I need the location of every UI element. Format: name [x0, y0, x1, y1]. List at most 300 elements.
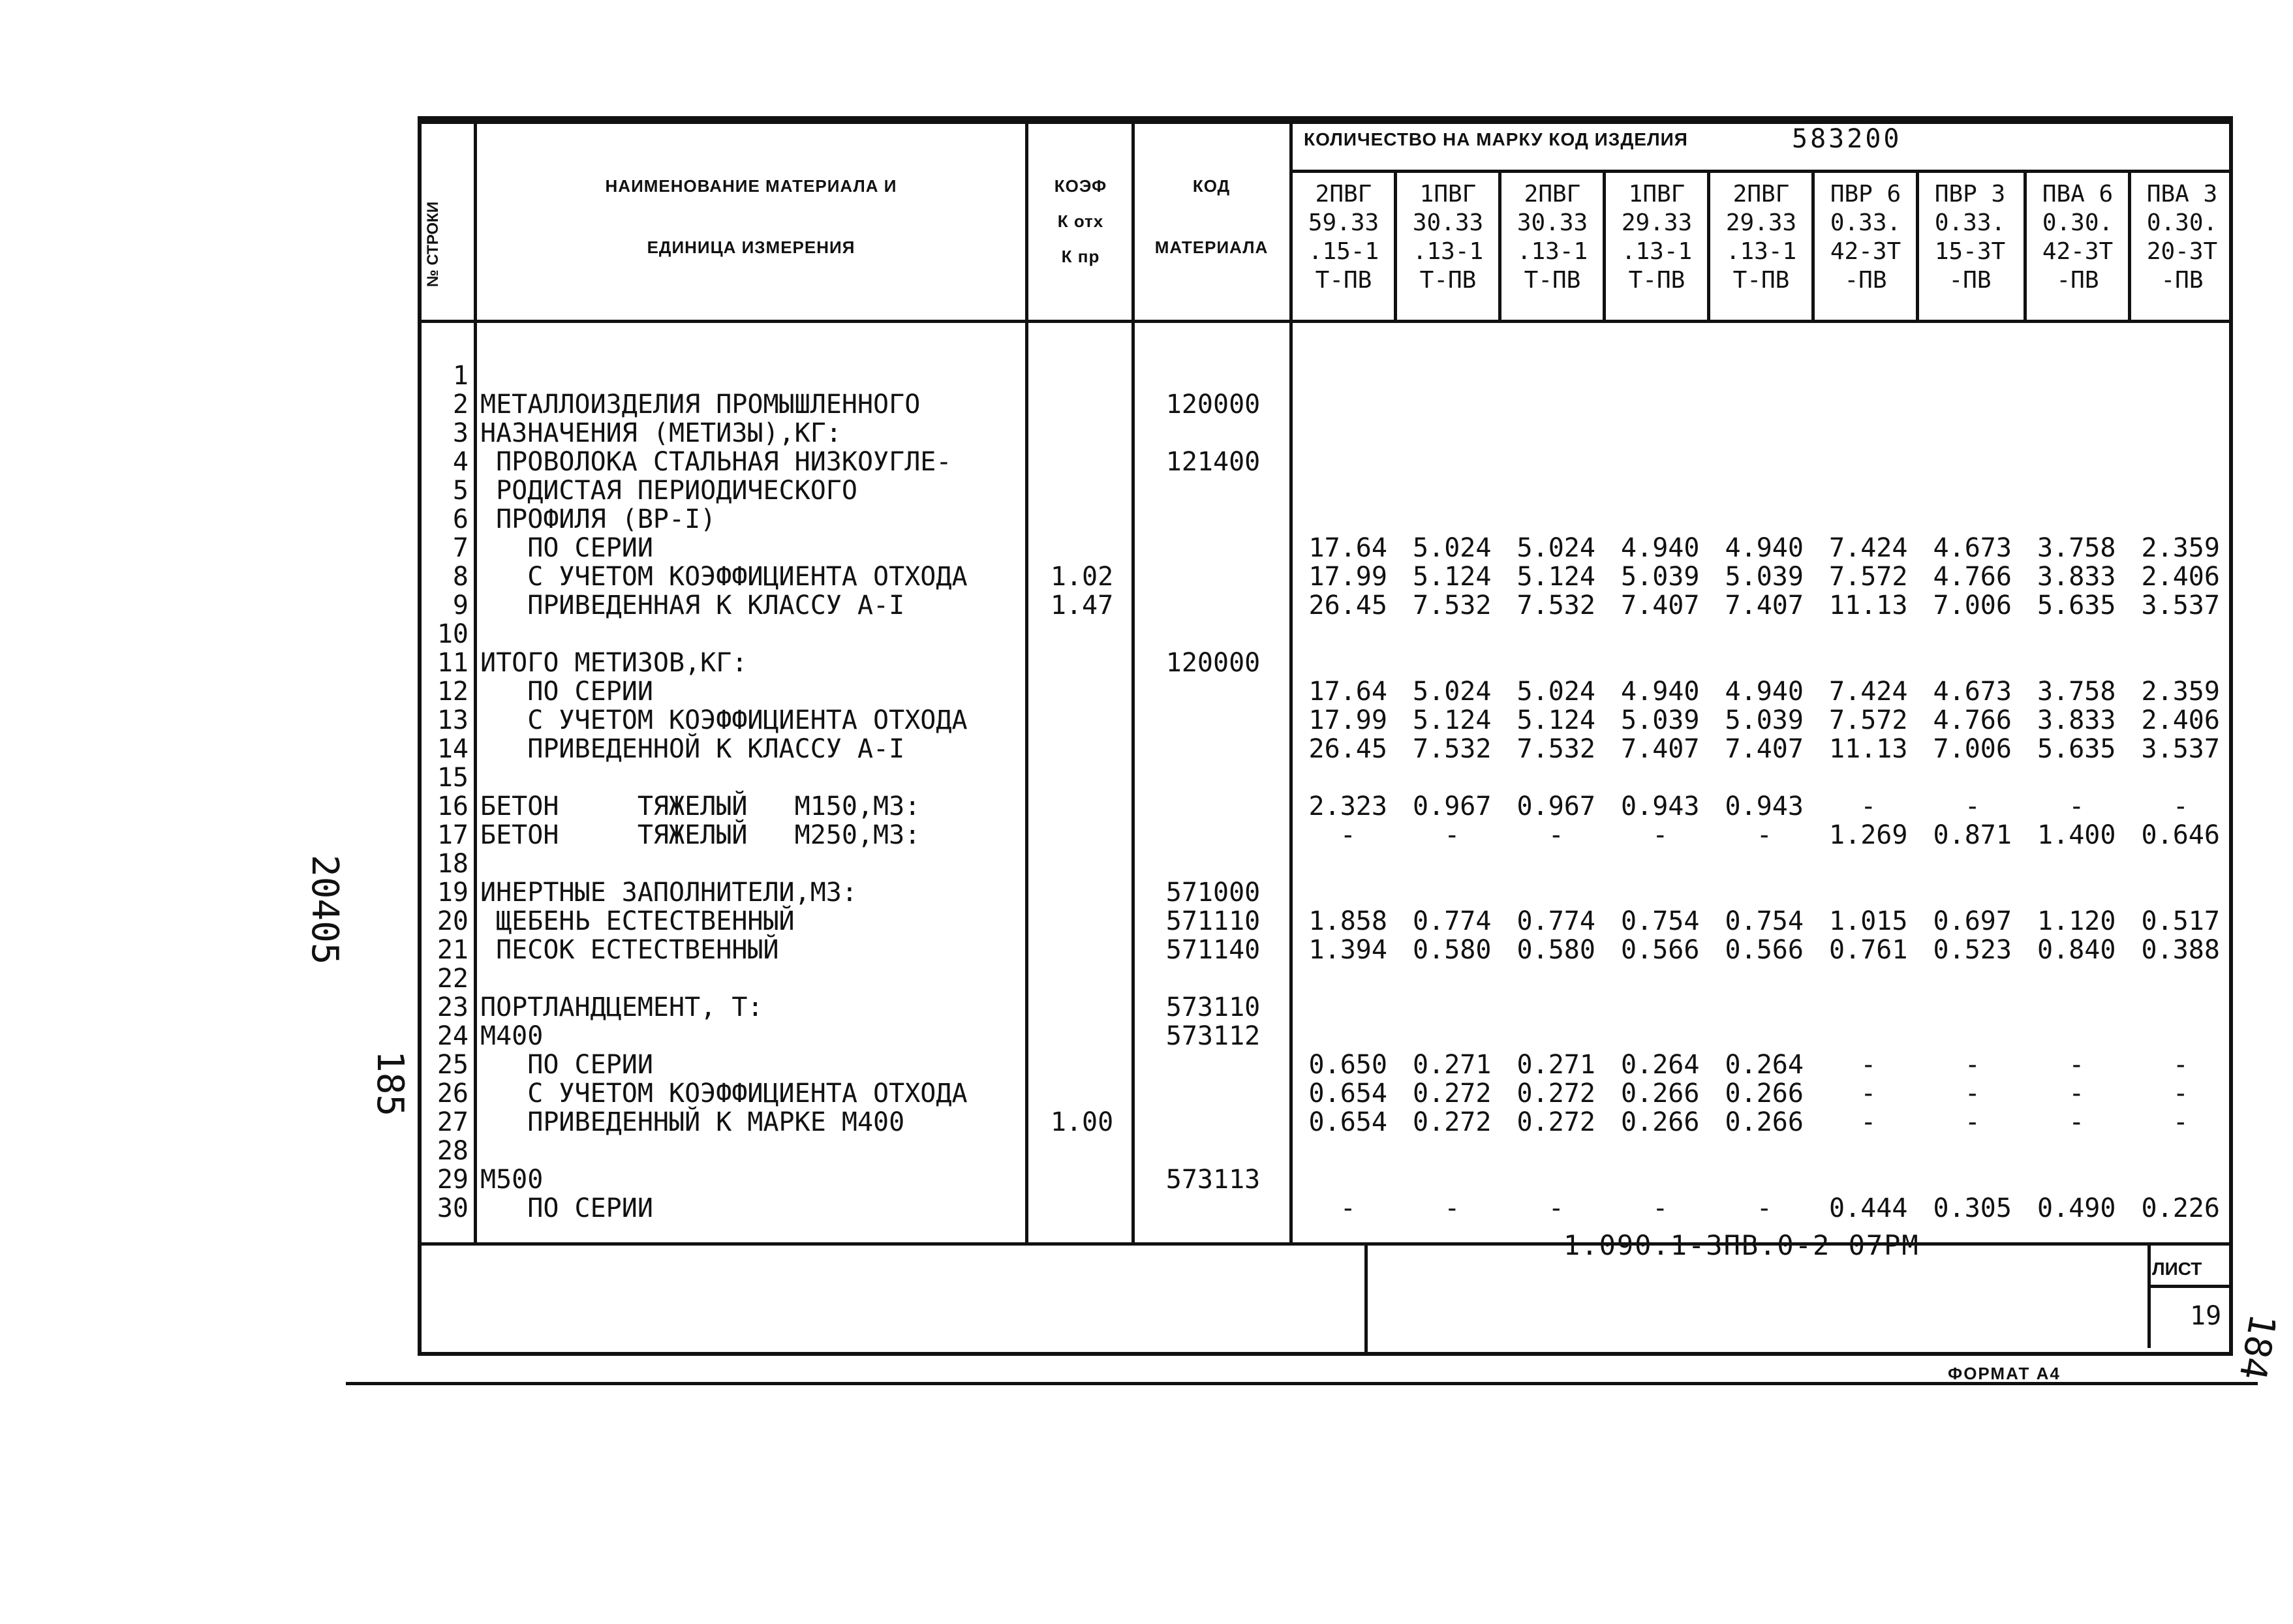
- coefficient: [1030, 735, 1134, 763]
- material-code: [1135, 1108, 1291, 1137]
- material-code: [1135, 476, 1291, 505]
- column-header: 2ПВГ 30.33 .13-1 Т-ПВ: [1516, 181, 1588, 294]
- material-code: 573113: [1165, 1165, 1261, 1195]
- material-name: МЕТАЛЛОИЗДЕЛИЯ ПРОМЫШЛЕННОГО: [480, 390, 921, 420]
- column-header: 2ПВГ 29.33 .13-1 Т-ПВ: [1725, 181, 1797, 294]
- quantity-cell: 0.566: [1621, 935, 1700, 965]
- quantity-cell: 5.635: [2037, 590, 2116, 620]
- material-name: ПОРТЛАНДЦЕМЕНТ, Т:: [480, 992, 763, 1022]
- quantity-cell: 0.654: [1308, 1079, 1387, 1109]
- quantity-cell: 1.394: [1308, 935, 1387, 965]
- footer-divider: [2147, 1244, 2151, 1348]
- material-name: ПО СЕРИИ: [480, 533, 653, 563]
- row-number: 18: [437, 849, 469, 879]
- quantity-cell: 7.407: [1621, 590, 1700, 620]
- quantity-cell: 26.45: [1308, 590, 1387, 620]
- quantity-cell: 7.006: [1933, 734, 2012, 764]
- coef-header-2: К отх: [1057, 211, 1104, 231]
- table-row: [1296, 1165, 2233, 1194]
- table-row: [1296, 419, 2233, 448]
- row-number: 7: [452, 533, 469, 563]
- coefficient: [1030, 1165, 1134, 1194]
- material-code: 121400: [1165, 447, 1261, 477]
- material-code: [1135, 677, 1291, 706]
- table-row: [1296, 735, 2233, 763]
- table-row: [1296, 763, 2233, 792]
- quantity-cell: 7.006: [1933, 590, 2012, 620]
- coefficient: [1030, 649, 1134, 677]
- quantity-cell: 7.407: [1725, 734, 1804, 764]
- quantity-cell: 2.406: [2141, 705, 2220, 735]
- coefficient: [1030, 677, 1134, 706]
- row-number: 21: [437, 935, 469, 965]
- coefficient: 1.02: [1050, 562, 1114, 592]
- quantity-cell: 0.272: [1413, 1079, 1492, 1109]
- quantity-cell: -: [2069, 791, 2085, 821]
- quantity-cell: 0.388: [2141, 935, 2220, 965]
- row-number: 30: [437, 1193, 469, 1223]
- quantity-cell: 0.444: [1829, 1193, 1908, 1223]
- quantity-cell: 5.039: [1725, 705, 1804, 735]
- quantity-cell: -: [1444, 1193, 1460, 1223]
- coefficient: [1030, 964, 1134, 993]
- spec-table: [418, 116, 2233, 1356]
- quantity-cell: 17.99: [1308, 705, 1387, 735]
- material-name: ПО СЕРИИ: [480, 677, 653, 707]
- material-name: [480, 964, 1028, 993]
- quantity-cell: 0.517: [2141, 906, 2220, 936]
- sheet-number: 19: [2190, 1301, 2222, 1331]
- table-row: [1296, 591, 2233, 620]
- quantity-cell: -: [1652, 820, 1669, 850]
- material-name-column: [480, 361, 1028, 1223]
- row-number: 2: [452, 390, 469, 420]
- quantity-cell: 3.833: [2037, 705, 2116, 735]
- coefficient: [1030, 1194, 1134, 1223]
- material-name: [480, 850, 1028, 878]
- table-row: [1296, 505, 2233, 534]
- column-header: 1ПВГ 29.33 .13-1 Т-ПВ: [1621, 181, 1693, 294]
- quantity-cell: 7.572: [1829, 705, 1908, 735]
- quantity-cell: 5.024: [1413, 533, 1492, 563]
- quantity-cell: 4.766: [1933, 562, 2012, 592]
- material-name: С УЧЕТОМ КОЭФФИЦИЕНТА ОТХОДА: [480, 562, 968, 592]
- quantity-cell: 5.635: [2037, 734, 2116, 764]
- bottom-rule: [346, 1382, 2258, 1385]
- material-name: [480, 361, 1028, 390]
- material-code: [1135, 505, 1291, 534]
- row-number: 22: [437, 964, 469, 994]
- column-header: 1ПВГ 30.33 .13-1 Т-ПВ: [1412, 181, 1484, 294]
- quantity-cell: 0.523: [1933, 935, 2012, 965]
- row-number: 14: [437, 734, 469, 764]
- footer-rule: [2147, 1285, 2233, 1288]
- material-name: [480, 1137, 1028, 1165]
- material-code: 571140: [1165, 935, 1261, 965]
- quantity-cell: 2.359: [2141, 533, 2220, 563]
- quantity-cell: 3.758: [2037, 677, 2116, 707]
- quantity-cell: 1.858: [1308, 906, 1387, 936]
- coefficient: [1030, 792, 1134, 821]
- table-row: [1296, 562, 2233, 591]
- row-number: 15: [437, 763, 469, 793]
- material-code: [1135, 361, 1291, 390]
- quantity-cell: -: [1964, 1050, 1980, 1080]
- coefficient: [1030, 1079, 1134, 1108]
- row-number: 23: [437, 992, 469, 1022]
- row-number: 27: [437, 1107, 469, 1137]
- material-code-column: [1135, 361, 1291, 1223]
- document-code: 1.090.1-3ПВ.0-2 07РМ: [1563, 1229, 1920, 1261]
- quantity-cell: 7.424: [1829, 533, 1908, 563]
- quantity-cell: 5.124: [1413, 705, 1492, 735]
- row-number: 24: [437, 1021, 469, 1051]
- quantity-cell: -: [1860, 1050, 1877, 1080]
- table-row: [1296, 964, 2233, 993]
- material-name: [480, 620, 1028, 649]
- quantity-cell: 7.532: [1413, 590, 1492, 620]
- header-rule: [422, 320, 2233, 323]
- quantity-cell: 5.039: [1725, 562, 1804, 592]
- table-row: [1296, 706, 2233, 735]
- quantity-cell: 11.13: [1829, 734, 1908, 764]
- table-row: [1296, 878, 2233, 907]
- material-name: БЕТОН ТЯЖЕЛЫЙ М250,М3:: [480, 820, 921, 850]
- coefficient: [1030, 821, 1134, 850]
- quantity-cell: 0.272: [1413, 1107, 1492, 1137]
- material-name: С УЧЕТОМ КОЭФФИЦИЕНТА ОТХОДА: [480, 705, 968, 735]
- row-number: 4: [452, 447, 469, 477]
- coefficient: [1030, 448, 1134, 476]
- table-row: [1296, 1108, 2233, 1137]
- quantity-cell: 17.64: [1308, 677, 1387, 707]
- column-header: ПВА 6 0.30. 42-3Т -ПВ: [2042, 181, 2114, 294]
- quantity-cell: -: [1964, 1079, 1980, 1109]
- quantity-cell: 7.532: [1413, 734, 1492, 764]
- column-header: ПВР 6 0.33. 42-3Т -ПВ: [1830, 181, 1901, 294]
- material-name: БЕТОН ТЯЖЕЛЫЙ М150,М3:: [480, 791, 921, 821]
- material-name: ПО СЕРИИ: [480, 1193, 653, 1223]
- row-number: 25: [437, 1050, 469, 1080]
- code-header-1: КОД: [1192, 176, 1231, 196]
- quantity-cell: 0.226: [2141, 1193, 2220, 1223]
- quantity-cell: 1.120: [2037, 906, 2116, 936]
- quantity-cell: 26.45: [1308, 734, 1387, 764]
- quantity-cell: -: [2069, 1050, 2085, 1080]
- coefficient: [1030, 850, 1134, 878]
- quantity-cell: 3.537: [2141, 590, 2220, 620]
- footer-rule: [422, 1242, 2233, 1246]
- table-row: [1296, 1022, 2233, 1050]
- coef-header-1: КОЭФ: [1054, 176, 1107, 196]
- coefficient: [1030, 1022, 1134, 1050]
- quantity-cell: 0.272: [1516, 1107, 1595, 1137]
- material-code: 573112: [1165, 1021, 1261, 1051]
- table-row: [1296, 534, 2233, 562]
- quantity-cell: -: [2172, 791, 2189, 821]
- quantity-cell: -: [1548, 820, 1564, 850]
- quantity-cell: 5.024: [1516, 677, 1595, 707]
- quantity-cell: 7.572: [1829, 562, 1908, 592]
- quantity-cell: 0.580: [1516, 935, 1595, 965]
- table-row: [1296, 361, 2233, 390]
- row-number: 29: [437, 1165, 469, 1195]
- coefficient: [1030, 763, 1134, 792]
- material-code: [1135, 763, 1291, 792]
- quantity-values: [1296, 361, 2233, 1223]
- quantity-cell: 0.943: [1725, 791, 1804, 821]
- quantity-cell: -: [1652, 1193, 1669, 1223]
- quantity-cell: 0.305: [1933, 1193, 2012, 1223]
- quantity-cell: 0.264: [1725, 1050, 1804, 1080]
- quantity-cell: -: [2069, 1079, 2085, 1109]
- quantity-cell: 1.015: [1829, 906, 1908, 936]
- table-row: [1296, 850, 2233, 878]
- quantity-cell: 0.272: [1516, 1079, 1595, 1109]
- coef-header-3: К пр: [1061, 247, 1100, 266]
- coefficient: [1030, 419, 1134, 448]
- row-number: 10: [437, 619, 469, 649]
- material-code: 573110: [1165, 992, 1261, 1022]
- quantity-cell: -: [1756, 1193, 1772, 1223]
- row-number: 17: [437, 820, 469, 850]
- quantity-cell: 0.754: [1725, 906, 1804, 936]
- coefficient: [1030, 993, 1134, 1022]
- quantity-cell: 3.758: [2037, 533, 2116, 563]
- column-header: ПВР 3 0.33. 15-3Т -ПВ: [1934, 181, 2006, 294]
- table-row: [1296, 476, 2233, 505]
- quantity-cell: 0.761: [1829, 935, 1908, 965]
- quantity-cell: 4.673: [1933, 533, 2012, 563]
- row-number: 3: [452, 418, 469, 448]
- coefficient: [1030, 505, 1134, 534]
- quantity-cell: -: [1756, 820, 1772, 850]
- quantity-cell: 0.271: [1516, 1050, 1595, 1080]
- coefficient: 1.00: [1050, 1107, 1114, 1137]
- quantity-cell: 7.532: [1516, 734, 1595, 764]
- material-code: [1135, 1079, 1291, 1108]
- table-row: [1296, 1137, 2233, 1165]
- material-name: ИТОГО МЕТИЗОВ,КГ:: [480, 648, 748, 678]
- material-name: ПРИВЕДЕННАЯ К КЛАССУ А-I: [480, 590, 905, 620]
- quantity-cell: 5.039: [1621, 705, 1700, 735]
- material-name: [480, 763, 1028, 792]
- coefficient: 1.47: [1050, 590, 1114, 620]
- quantity-cell: 17.64: [1308, 533, 1387, 563]
- column-header: 2ПВГ 59.33 .15-1 Т-ПВ: [1308, 181, 1379, 294]
- quantity-cell: 2.323: [1308, 791, 1387, 821]
- coefficient-column: [1030, 361, 1134, 1223]
- quantity-cell: 5.124: [1516, 562, 1595, 592]
- quantity-cell: -: [1340, 820, 1356, 850]
- format-label: ФОРМАТ А4: [1948, 1364, 2061, 1383]
- quantity-cell: -: [1548, 1193, 1564, 1223]
- material-name: ЩЕБЕНЬ ЕСТЕСТВЕННЫЙ: [480, 906, 795, 936]
- quantity-cell: 0.967: [1413, 791, 1492, 821]
- quantity-cell: 0.871: [1933, 820, 2012, 850]
- coefficient: [1030, 706, 1134, 735]
- row-number: 1: [452, 361, 469, 391]
- material-name: ПЕСОК ЕСТЕСТВЕННЫЙ: [480, 935, 779, 965]
- material-code: [1135, 1137, 1291, 1165]
- material-code: [1135, 1194, 1291, 1223]
- table-row: [1296, 1050, 2233, 1079]
- quantity-cell: 0.271: [1413, 1050, 1492, 1080]
- row-number-header: № СТРОКИ: [424, 201, 442, 287]
- table-row: [1296, 1079, 2233, 1108]
- quantity-cell: -: [1860, 791, 1877, 821]
- quantity-cell: 5.024: [1413, 677, 1492, 707]
- quantity-cell: 5.024: [1516, 533, 1595, 563]
- quantity-cell: 1.400: [2037, 820, 2116, 850]
- material-name: ПРОВОЛОКА СТАЛЬНАЯ НИЗКОУГЛЕ-: [480, 447, 952, 477]
- coefficient: [1030, 361, 1134, 390]
- quantity-cell: -: [1964, 791, 1980, 821]
- material-code: [1135, 534, 1291, 562]
- material-code: 120000: [1165, 648, 1261, 678]
- quantity-cell: 0.943: [1621, 791, 1700, 821]
- margin-stamp: 185: [369, 1050, 411, 1117]
- coefficient: [1030, 390, 1134, 419]
- quantity-cell: 4.766: [1933, 705, 2012, 735]
- material-name: С УЧЕТОМ КОЭФФИЦИЕНТА ОТХОДА: [480, 1079, 968, 1109]
- quantity-cell: -: [1340, 1193, 1356, 1223]
- name-header-2: ЕДИНИЦА ИЗМЕРЕНИЯ: [647, 237, 855, 257]
- material-name: ПРИВЕДЕННОЙ К КЛАССУ А-I: [480, 734, 905, 764]
- name-header-1: НАИМЕНОВАНИЕ МАТЕРИАЛА И: [605, 176, 897, 196]
- material-code: [1135, 850, 1291, 878]
- quantity-cell: 0.266: [1725, 1107, 1804, 1137]
- material-code: [1135, 964, 1291, 993]
- table-row: [1296, 677, 2233, 706]
- material-name: ПРИВЕДЕННЫЙ К МАРКЕ М400: [480, 1107, 905, 1137]
- quantity-cell: -: [2172, 1050, 2189, 1080]
- coefficient: [1030, 936, 1134, 964]
- quantity-cell: 1.269: [1829, 820, 1908, 850]
- quantity-header: КОЛИЧЕСТВО НА МАРКУ КОД ИЗДЕЛИЯ: [1304, 129, 1688, 149]
- material-name: ПО СЕРИИ: [480, 1050, 653, 1080]
- quantity-cell: 4.940: [1725, 677, 1804, 707]
- quantity-cell: 0.754: [1621, 906, 1700, 936]
- quantity-cell: 3.833: [2037, 562, 2116, 592]
- quantity-cell: 17.99: [1308, 562, 1387, 592]
- table-row: [1296, 649, 2233, 677]
- product-code: 583200: [1792, 124, 1902, 154]
- quantity-cell: 7.532: [1516, 590, 1595, 620]
- row-number: 11: [437, 648, 469, 678]
- header-rule: [1289, 170, 2233, 173]
- table-row: [1296, 993, 2233, 1022]
- table-row: [1296, 907, 2233, 936]
- coefficient: [1030, 878, 1134, 907]
- table-row: [1296, 390, 2233, 419]
- material-code: [1135, 562, 1291, 591]
- quantity-cell: 0.840: [2037, 935, 2116, 965]
- row-number: 26: [437, 1079, 469, 1109]
- material-code: [1135, 591, 1291, 620]
- quantity-cell: 0.490: [2037, 1193, 2116, 1223]
- material-name: М500: [480, 1165, 544, 1195]
- quantity-cell: 7.424: [1829, 677, 1908, 707]
- quantity-cell: 0.697: [1933, 906, 2012, 936]
- quantity-cell: 0.774: [1413, 906, 1492, 936]
- quantity-cell: 0.264: [1621, 1050, 1700, 1080]
- material-code: 571000: [1165, 878, 1261, 908]
- material-code: [1135, 1050, 1291, 1079]
- quantity-cell: 5.124: [1516, 705, 1595, 735]
- quantity-cell: 7.407: [1621, 734, 1700, 764]
- quantity-cell: 4.940: [1725, 533, 1804, 563]
- material-code: 571110: [1165, 906, 1261, 936]
- material-code: [1135, 419, 1291, 448]
- quantity-cell: 11.13: [1829, 590, 1908, 620]
- row-number: 8: [452, 562, 469, 592]
- coefficient: [1030, 907, 1134, 936]
- quantity-cell: 0.580: [1413, 935, 1492, 965]
- col-divider: [474, 120, 477, 1242]
- margin-stamp: 184: [2230, 1310, 2284, 1383]
- quantity-cell: 0.266: [1725, 1079, 1804, 1109]
- coefficient: [1030, 620, 1134, 649]
- table-row: [1296, 448, 2233, 476]
- row-number: 9: [452, 590, 469, 620]
- material-code: [1135, 620, 1291, 649]
- quantity-cell: 0.774: [1516, 906, 1595, 936]
- top-rule: [422, 117, 2229, 124]
- material-name: РОДИСТАЯ ПЕРИОДИЧЕСКОГО: [480, 476, 857, 506]
- coefficient: [1030, 534, 1134, 562]
- quantity-cell: 5.124: [1413, 562, 1492, 592]
- quantity-cell: 0.654: [1308, 1107, 1387, 1137]
- quantity-cell: -: [2069, 1107, 2085, 1137]
- quantity-cell: 4.940: [1621, 533, 1700, 563]
- quantity-cell: 7.407: [1725, 590, 1804, 620]
- quantity-cell: 0.566: [1725, 935, 1804, 965]
- material-name: НАЗНАЧЕНИЯ (МЕТИЗЫ),КГ:: [480, 418, 842, 448]
- table-row: [1296, 936, 2233, 964]
- row-number-column: [422, 361, 474, 1223]
- coefficient: [1030, 1137, 1134, 1165]
- table-row: [1296, 1194, 2233, 1223]
- quantity-cell: 0.650: [1308, 1050, 1387, 1080]
- quantity-cell: 5.039: [1621, 562, 1700, 592]
- quantity-cell: 4.673: [1933, 677, 2012, 707]
- row-number: 13: [437, 705, 469, 735]
- margin-stamp: 20405: [303, 855, 346, 965]
- column-header: ПВА 3 0.30. 20-3Т -ПВ: [2146, 181, 2218, 294]
- quantity-cell: 0.266: [1621, 1079, 1700, 1109]
- table-row: [1296, 620, 2233, 649]
- material-name: ПРОФИЛЯ (ВР-I): [480, 504, 716, 534]
- quantity-cell: 3.537: [2141, 734, 2220, 764]
- quantity-cell: 0.646: [2141, 820, 2220, 850]
- code-header-2: МАТЕРИАЛА: [1154, 237, 1269, 257]
- quantity-cell: 0.967: [1516, 791, 1595, 821]
- material-name: ИНЕРТНЫЕ ЗАПОЛНИТЕЛИ,М3:: [480, 878, 857, 908]
- quantity-cell: 2.406: [2141, 562, 2220, 592]
- row-number: 19: [437, 878, 469, 908]
- sheet-label: ЛИСТ: [2152, 1259, 2202, 1279]
- coefficient: [1030, 1050, 1134, 1079]
- quantity-cell: -: [2172, 1079, 2189, 1109]
- quantity-cell: 4.940: [1621, 677, 1700, 707]
- quantity-cell: 2.359: [2141, 677, 2220, 707]
- row-number: 20: [437, 906, 469, 936]
- row-number: 5: [452, 476, 469, 506]
- row-number: 12: [437, 677, 469, 707]
- footer-divider: [1364, 1244, 1368, 1355]
- quantity-cell: -: [1964, 1107, 1980, 1137]
